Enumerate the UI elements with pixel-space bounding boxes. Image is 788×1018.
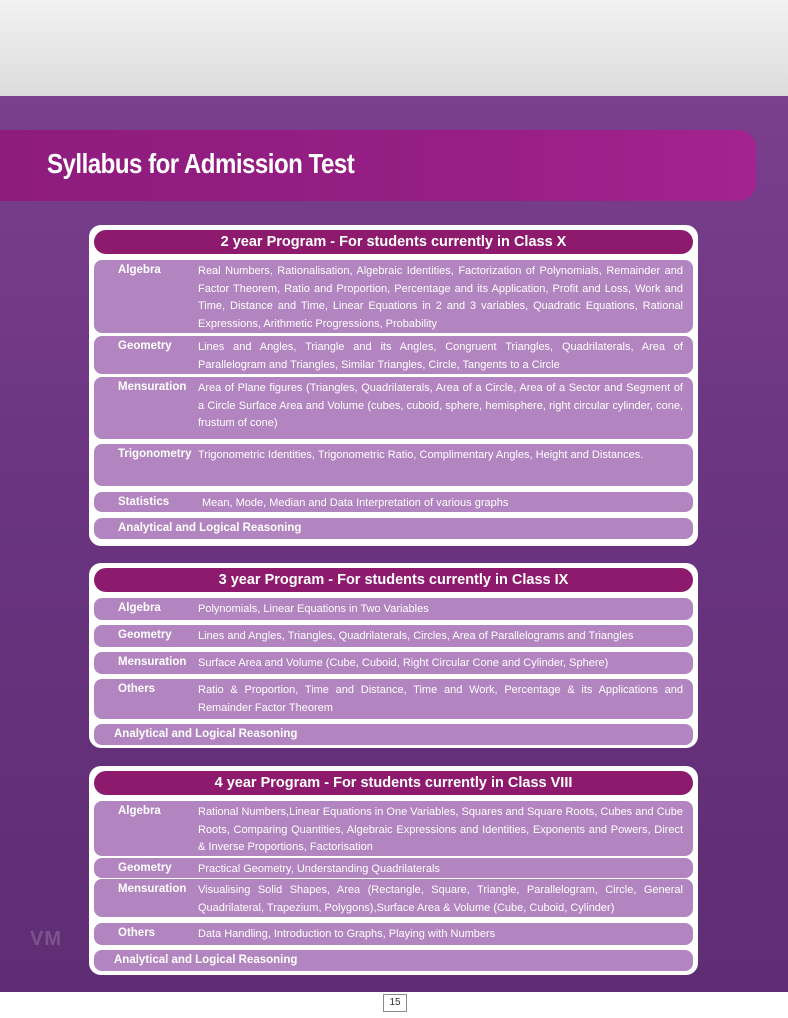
subject-label: Algebra [118,805,161,817]
page-number: 15 [383,994,407,1012]
subject-topics: Lines and Angles, Triangle and its Angles, Congruent Triangles, Quadrilaterals, Area of Parallelogram and Triangles, Similar Triangles, Circle, Tangents to a Circle [198,341,683,371]
subject-topics: Trigonometric Identities, Trigonometric Ratio, Complimentary Angles, Height and Distances. [198,449,644,461]
syllabus-row-geometry [94,336,693,374]
subject-topics: Ratio & Proportion, Time and Distance, Time and Work, Percentage & its Applications and Remainder Factor Theorem [198,684,683,714]
subject-topics: Real Numbers, Rationalisation, Algebraic Identities, Factorization of Polynomials, Remainder and Factor Theorem, Ratio and Proportion, Percentage and its Application, Profit and Loss, Work and Time, Distance and Time, Linear Equations in 2 and 3 variables, Quadratic Equations, Rational Expressions, Arithmetic Progressions, Probability [198,265,683,330]
subject-label: Geometry [118,629,172,641]
subject-label: Statistics [118,496,170,508]
syllabus-row-trigonometry [94,444,693,486]
subject-topics: Data Handling, Introduction to Graphs, Playing with Numbers [198,928,496,940]
top-gray-band [0,0,788,96]
program-panel-2-year [89,225,698,546]
syllabus-row-others [94,923,693,945]
subject-topics: Mean, Mode, Median and Data Interpretation of various graphs [202,497,509,509]
subject-label: Geometry [118,862,172,874]
subject-topics: Practical Geometry, Understanding Quadrilaterals [198,863,440,875]
panel-heading: 3 year Program - For students currently in Class IX [94,568,693,592]
subject-label: Analytical and Logical Reasoning [114,728,298,740]
subject-label: Geometry [118,340,172,352]
syllabus-row-geometry [94,858,693,878]
subject-topics: Polynomials, Linear Equations in Two Variables [198,603,429,615]
syllabus-row-geometry [94,625,693,647]
subject-label: Analytical and Logical Reasoning [114,954,298,966]
program-panel-3-year [89,563,698,748]
syllabus-row-reasoning [94,950,693,971]
subject-topics: Visualising Solid Shapes, Area (Rectangle, Square, Triangle, Parallelogram, Circle, General Quadrilateral, Trapezium, Polygons),Surface Area & Volume (Cube, Cuboid, Cylinder) [198,884,683,914]
syllabus-row-reasoning [94,518,693,539]
syllabus-row-mensuration [94,652,693,674]
subject-label: Others [118,683,156,695]
syllabus-row-mensuration [94,879,693,917]
subject-label: Mensuration [118,883,187,895]
syllabus-row-mensuration [94,377,693,439]
subject-label: Mensuration [118,656,187,668]
subject-label: Trigonometry [118,448,192,460]
syllabus-row-reasoning [94,724,693,745]
subject-topics: Lines and Angles, Triangles, Quadrilaterals, Circles, Area of Parallelograms and Triangles [198,630,634,642]
syllabus-row-algebra [94,598,693,620]
syllabus-row-algebra [94,260,693,333]
syllabus-row-others [94,679,693,719]
watermark-text: VM [30,928,62,950]
page-title: Syllabus for Admission Test [47,148,355,179]
panel-heading: 4 year Program - For students currently in Class VIII [94,771,693,795]
panel-heading: 2 year Program - For students currently in Class X [94,230,693,254]
syllabus-row-algebra [94,801,693,856]
program-panel-4-year [89,766,698,975]
subject-topics: Rational Numbers,Linear Equations in One Variables, Squares and Square Roots, Cubes and Cube Roots, Comparing Quantities, Algebraic Expressions and Identities, Exponents and Powers, Direct & Inverse Proportions, Factorisation [198,806,683,853]
subject-label: Mensuration [118,381,187,393]
subject-label: Algebra [118,264,161,276]
syllabus-row-statistics [94,492,693,512]
subject-topics: Surface Area and Volume (Cube, Cuboid, Right Circular Cone and Cylinder, Sphere) [198,657,609,669]
subject-label: Algebra [118,602,161,614]
subject-topics: Area of Plane figures (Triangles, Quadrilaterals, Area of a Circle, Area of a Sector and Segment of a Circle Surface Area and Volume (cubes, cuboid, sphere, hemisphere, right circular cylinder, cone, frustum of cone) [198,382,683,429]
subject-label: Others [118,927,156,939]
subject-label: Analytical and Logical Reasoning [118,522,302,534]
